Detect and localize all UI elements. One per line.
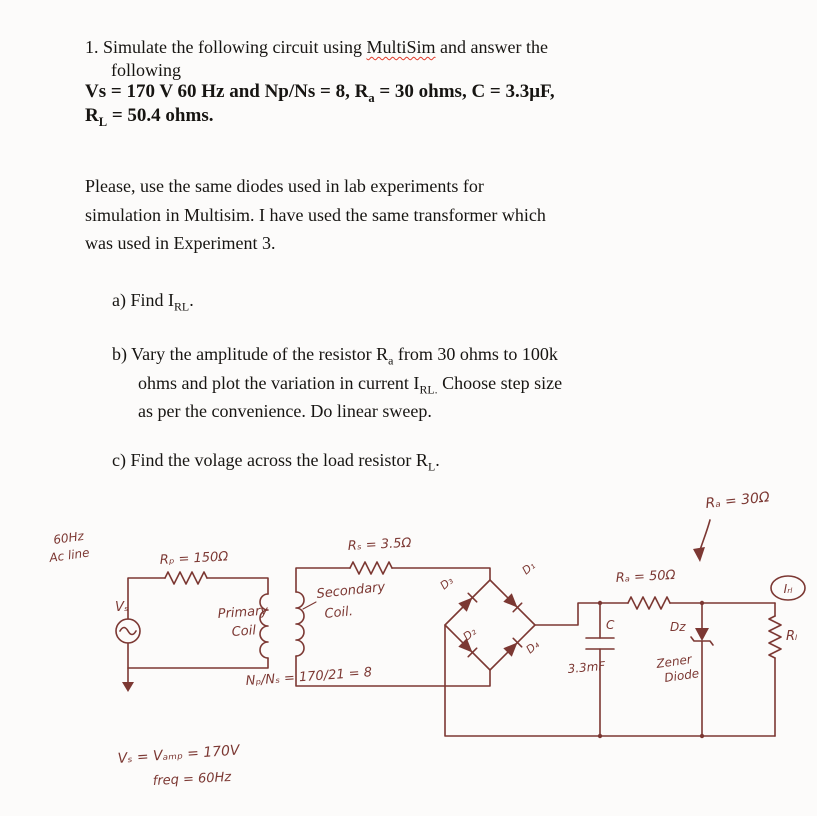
cap-value-label: 3.3mF [567,658,606,676]
ac-line-label: Ac line [48,545,91,565]
rp-label: Rₚ = 150Ω [159,549,229,568]
bridge-outline [445,580,535,670]
dz-label: Dz [670,620,686,634]
zener-word-1: Zener [655,652,693,671]
d4-label: D₄ [523,638,542,657]
wire-rp-to-primary [207,578,268,594]
part-b [112,340,562,426]
given-values-block [85,80,555,128]
part-b-line-1: b) Vary the amplitude of the resistor $R_a$ from 30 ohms to 100k [112,344,558,368]
part-a [112,286,194,315]
junction-dot [598,601,602,605]
wire-primary-return [128,643,268,668]
question-block [85,36,548,82]
rs-resistor [350,562,392,574]
junction-dot [598,734,602,738]
part-c [112,446,440,475]
primary-label-1: Primary [217,603,269,622]
freq-label: freq = 60Hz [152,769,232,789]
ac-source [116,619,140,643]
rp-resistor [165,572,207,584]
ra-top-annotation: Rₐ = 30Ω [704,489,771,512]
given-line-1: Vs = 170 V 60 Hz and Np/Ns = 8, $R_a = 30$ ohms, C = 3.3μF, [85,81,555,105]
note-line-1: Please, use the same diodes used in lab experiments for [85,176,484,196]
part-b-line-3: as per the convenience. Do linear sweep. [138,401,432,421]
rl-resistor [769,603,781,736]
note-line-3: was used in Experiment 3. [85,233,276,253]
secondary-label-2: Coil. [323,604,354,622]
given-line-2: $R_L = 50.4$ ohms. [85,105,214,129]
primary-label-2: Coil [231,623,257,640]
source-label: Vₛ [115,600,129,615]
part-c-line: c) Find the volage across the load resistor $R_L$. [112,450,440,474]
secondary-coil [296,592,304,656]
note-line-2: simulation in Multisim. I have used the same transformer which [85,204,546,225]
turns-ratio-label: Nₚ/Nₛ = 170/21 = 8 [245,665,373,689]
wire-source-to-rp [128,578,165,619]
junction-dot [700,601,704,605]
part-a-line: a) Find $I_{RL}$. [112,290,194,314]
junction-dot [700,734,704,738]
rl-label: Rₗ [786,629,798,644]
irl-label: Iᵣₗ [783,582,793,596]
hz-label: 60Hz [52,528,85,547]
secondary-label-1: Secondary [315,579,386,602]
zener-word-2: Diode [663,666,700,685]
d3-label: D₃ [437,574,456,593]
ra-label: Rₐ = 50Ω [615,567,676,586]
d2-label: D₂ [460,625,479,644]
wire-bottom-rail [445,625,775,736]
circuit-diagram [20,478,810,808]
question-line-1: 1. Simulate the following circuit using MultiSim and answer the [85,37,548,57]
annotation-arrow-icon [693,547,705,562]
rs-label: Rₛ = 3.5Ω [347,535,412,554]
d1-label: D₁ [519,559,538,578]
annotation-arrow-shaft [700,520,710,550]
ra-resistor [628,597,670,609]
sine-wave-icon [120,628,136,635]
bridge-rectifier [445,580,535,670]
secondary-label-leader [303,602,316,609]
part-b-line-2: ohms and plot the variation in current $I_{RL.}$ Choose step size [138,372,563,397]
question-line-2: following [111,60,181,80]
note-block [85,172,546,258]
cap-label: C [606,618,615,632]
ground-arrow-icon [122,682,134,692]
transformer [260,592,304,658]
vs-equation-label: Vₛ = Vₐₘₚ = 170V [117,742,241,767]
